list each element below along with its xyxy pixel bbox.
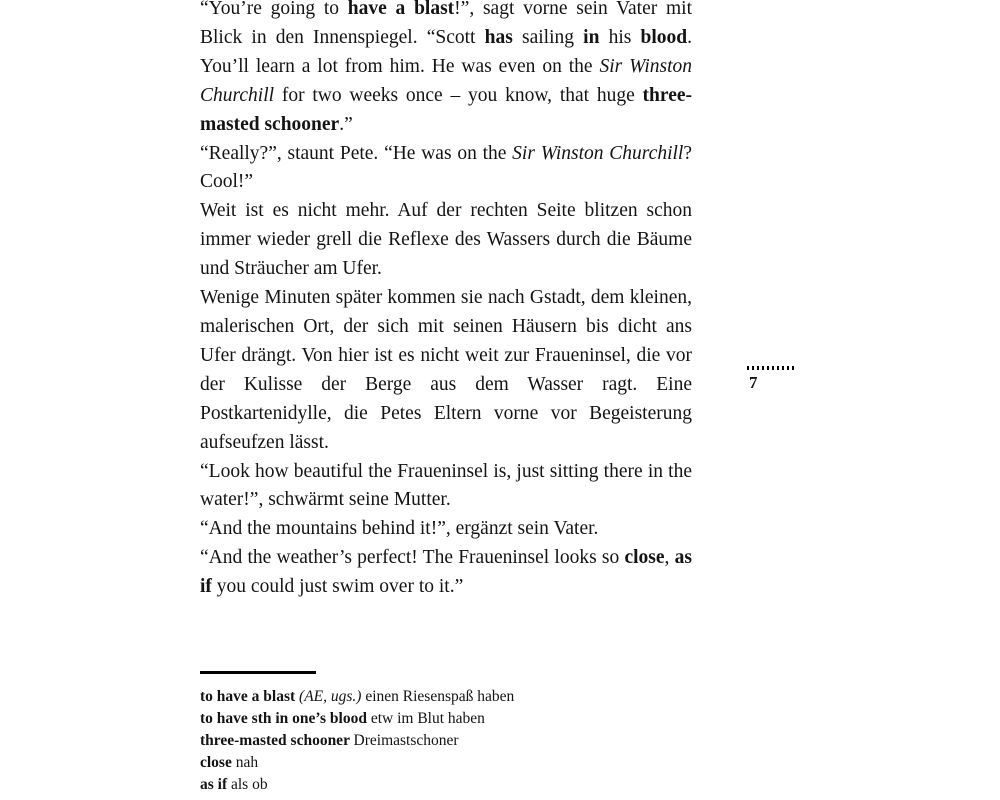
footnote-item — [200, 730, 700, 752]
main-text — [200, 0, 692, 602]
text-segment-normal: !”, sagt vorne sein Vater mit Blick in den Innenspiegel. “Scott — [200, 0, 692, 48]
text-segment-normal: nah — [235, 754, 259, 771]
text-segment-normal: als ob — [231, 776, 268, 793]
footnotes-section — [200, 671, 700, 796]
text-segment-bold: as if — [200, 776, 231, 793]
paragraph — [200, 140, 692, 198]
text-segment-normal: Dreimastschoner — [353, 732, 459, 749]
text-segment-normal: , — [664, 547, 675, 569]
text-segment-normal: etw im Blut haben — [370, 710, 485, 727]
footnote-item — [200, 752, 700, 774]
text-segment-normal: “And the mountains behind it!”, ergänzt sein Vater. — [200, 518, 599, 540]
footnote-item — [200, 774, 700, 796]
text-segment-bold: close — [200, 754, 236, 771]
footnote-item — [200, 686, 700, 708]
text-segment-normal: . You’ll learn a lot from him. He was even on the — [200, 26, 692, 77]
text-segment-normal: ? Cool!” — [200, 142, 692, 193]
text-segment-normal: einen Riesenspaß haben — [365, 688, 515, 705]
paragraph — [200, 197, 692, 284]
page-marker — [747, 366, 803, 393]
paragraph — [200, 284, 692, 457]
text-segment-italic: (AE, ugs.) — [299, 688, 366, 705]
text-segment-bold: blood — [640, 26, 688, 48]
text-segment-normal: for two weeks once – you know, that huge — [274, 84, 643, 106]
text-segment-normal: “Really?”, staunt Pete. “He was on the — [200, 142, 513, 164]
text-segment-bold: to have sth in one’s blood — [200, 710, 371, 727]
text-segment-normal: his — [599, 26, 641, 48]
text-segment-italic: Sir Winston Churchill — [512, 142, 684, 164]
text-segment-bold: has — [484, 26, 513, 48]
footnote-rule — [200, 671, 316, 674]
paragraph — [200, 0, 692, 140]
text-segment-bold: to have a blast — [200, 688, 300, 705]
paragraph — [200, 458, 692, 516]
text-segment-normal: Weit ist es nicht mehr. Auf der rechten Seite blitzen schon immer wieder grell die Reflexe des Wassers durch die Bäume und Sträucher am Ufer. — [200, 200, 692, 280]
text-segment-bold: in — [583, 26, 600, 48]
text-segment-normal: you could just swim over to it.” — [211, 576, 464, 598]
text-segment-normal: sailing — [512, 26, 584, 48]
text-segment-normal: .” — [339, 113, 353, 135]
dotted-rule — [747, 366, 797, 370]
text-segment-bold: as if — [200, 547, 692, 598]
paragraph — [200, 544, 692, 602]
footnote-item — [200, 708, 700, 730]
text-segment-bold: have a blast — [347, 0, 455, 19]
text-segment-italic: Sir Winston Churchill — [200, 55, 692, 106]
text-segment-normal: “You’re going to — [200, 0, 348, 19]
text-segment-bold: close — [624, 547, 665, 569]
text-segment-normal: “And the weather’s perfect! The Fraueninsel looks so — [200, 547, 625, 569]
page-number: 7 — [749, 373, 758, 392]
text-segment-normal: “Look how beautiful the Fraueninsel is, just sitting there in the water!”, schwärmt seine Mutter. — [200, 460, 692, 511]
paragraph — [200, 515, 692, 544]
footnote-list — [200, 686, 700, 796]
text-segment-normal: Wenige Minuten später kommen sie nach Gstadt, dem kleinen, malerischen Ort, der sich mit seinen Häusern bis dicht ans Ufer drängt. Von hier ist es nicht weit zur Fraueninsel, die vor der Kulisse der Berge aus dem Wasser ragt. Eine Postkartenidylle, die Petes Eltern vorne vor Begeisterung aufseufzen lässt. — [200, 287, 692, 453]
text-segment-bold: three-masted schooner — [200, 84, 692, 135]
text-segment-bold: three-masted schooner — [200, 732, 354, 749]
